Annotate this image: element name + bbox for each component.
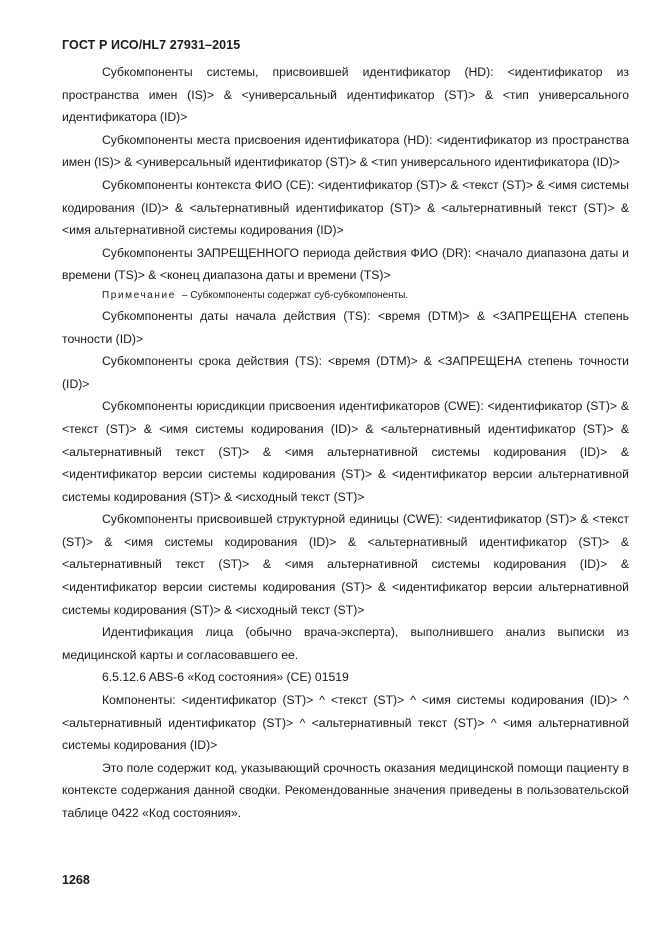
paragraph-ts-start: Субкомпоненты даты начала действия (TS): <время (DTM)> & <ЗАПРЕЩЕНА степень точности (ID)> [62, 308, 629, 346]
paragraph-description: Это поле содержит код, указывающий срочность оказания медицинской помощи пациенту в контексте содержания данной сводки. Рекомендованные значения приведены в пользовательской таблице 0422 «Код состояния». [62, 760, 629, 820]
note-label: Примечание [102, 289, 176, 301]
paragraph-cwe-unit: Субкомпоненты присвоившей структурной единицы (CWE): <идентификатор (ST)> & <текст (ST)> & <имя системы кодирования (ID)> & <альтернативный идентификатор (ST)> & <альтернативный текст (ST)> & <имя альтернативной системы кодирования (ID)> & <идентификатор версии системы кодирования (ST)> & <идентификатор версии альтернативной системы кодирования (ST)> & <исходный текст (ST)> [62, 512, 629, 617]
standard-header: ГОСТ Р ИСО/HL7 27931–2015 [62, 38, 241, 52]
paragraph-hd-system: Субкомпоненты системы, присвоившей идентификатор (HD): <идентификатор из пространства имен (IS)> & <универсальный идентификатор (ST)> & <тип универсального идентификатора (ID)> [62, 65, 629, 125]
paragraph-components: Компоненты: <идентификатор (ST)> ^ <текст (ST)> ^ <имя системы кодирования (ID)> ^ <альтернативный идентификатор (ST)> ^ <альтернативный текст (ST)> ^ <имя альтернативной системы кодирования (ID)> [62, 693, 629, 753]
paragraph-ts-expiry: Субкомпоненты срока действия (TS): <время (DTM)> & <ЗАПРЕЩЕНА степень точности (ID)> [62, 354, 629, 391]
paragraph-ce-context: Субкомпоненты контекста ФИО (CE): <идентификатор (ST)> & <текст (ST)> & <имя системы кодирования (ID)> & <альтернативный идентификатор (ST)> & <альтернативный текст (ST)> & <имя альтернативной системы кодирования (ID)> [62, 177, 629, 238]
paragraph-hd-place: Субкомпоненты места присвоения идентификатора (HD): <идентификатор из пространства имен (IS)> & <универсальный идентификатор (ST)> & <тип универсального идентификатора (ID)> [62, 132, 629, 170]
paragraph-cwe-jurisdiction: Субкомпоненты юрисдикции присвоения идентификаторов (CWE): <идентификатор (ST)> & <текст (ST)> & <имя системы кодирования (ID)> & <альтернативный идентификатор (ST)> & <альтернативный текст (ST)> & <имя альтернативной системы кодирования (ID)> & <идентификатор версии системы кодирования (ST)> & <идентификатор версии альтернативной системы кодирования (ST)> & <исходный текст (ST)> [62, 399, 629, 504]
document-body [62, 61, 629, 825]
paragraph-person-id: Идентификация лица (обычно врача-эксперта), выполнившего анализ выписки из медицинской карты и согласовавшего ее. [62, 625, 629, 662]
section-heading: 6.5.12.6 ABS-6 «Код состояния» (CE) 01519 [102, 670, 349, 685]
paragraph-dr-period: Субкомпоненты ЗАПРЕЩЕННОГО периода действия ФИО (DR): <начало диапазона даты и времени (TS)> & <конец диапазона даты и времени (TS)> [62, 245, 629, 283]
page-number: 1268 [62, 873, 90, 887]
note [62, 287, 629, 305]
note-text: – Субкомпоненты содержат суб-субкомпоненты. [181, 289, 409, 301]
